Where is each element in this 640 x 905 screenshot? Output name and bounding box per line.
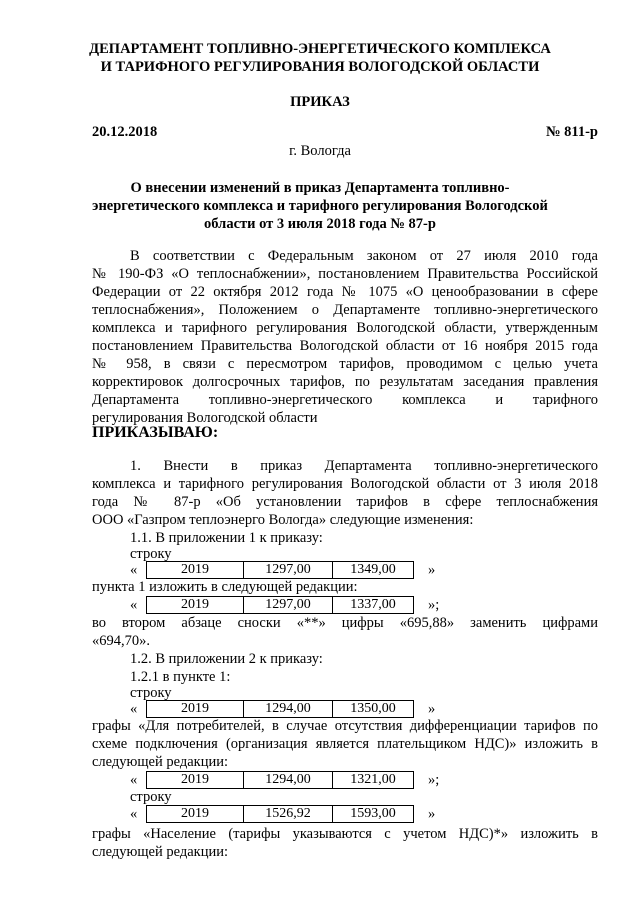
graf-line: графы «Население (тарифы указываются с учетом НДС)*» изложить в (92, 826, 598, 842)
stroku-label: строку (130, 685, 172, 701)
quote-open: « (130, 597, 138, 613)
graf-line: следующей редакции: (92, 754, 229, 770)
preamble-line: В соответствии с Федеральным законом от 27 июля 2010 года (130, 248, 598, 264)
title-line3: области от 3 июля 2018 года № 87-р (204, 216, 436, 232)
row-value-2: 1593,00 (333, 806, 414, 823)
section-1-2-heading: 1.2. В приложении 2 к приказу: (130, 651, 323, 667)
order-word: ПРИКАЗЫВАЮ: (92, 424, 219, 441)
graf-line: следующей редакции: (92, 844, 229, 860)
tariff-row-new (146, 596, 414, 614)
tariff-row-new (146, 771, 414, 789)
preamble-line: комплекса и тарифного регулирования Вологодской области, утвержденным (92, 320, 598, 336)
preamble-line: Федерации от 22 октября 2012 года № 1075 «О ценообразовании в сфере (92, 284, 598, 300)
item1-line: 1. Внести в приказ Департамента топливно-энергетического (130, 458, 598, 474)
document-date: 20.12.2018 (92, 124, 158, 140)
row-value-1: 1297,00 (244, 562, 333, 579)
quote-close: » (428, 562, 436, 578)
item1-line: комплекса и тарифного регулирования Вологодской области от 3 июля 2018 (92, 476, 598, 492)
row-value-2: 1349,00 (333, 562, 414, 579)
footnote-line: во втором абзаце сноски «**» цифры «695,88» заменить цифрами (92, 615, 598, 631)
row-value-1: 1294,00 (244, 772, 333, 789)
row-year: 2019 (147, 597, 244, 614)
tariff-row-old (146, 805, 414, 823)
row-year: 2019 (147, 701, 244, 718)
graf-line: схеме подключения (организация является плательщиком НДС)» изложить в (92, 736, 598, 752)
row-value-1: 1297,00 (244, 597, 333, 614)
row-value-2: 1337,00 (333, 597, 414, 614)
department-name-line2: И ТАРИФНОГО РЕГУЛИРОВАНИЯ ВОЛОГОДСКОЙ ОБЛАСТИ (100, 59, 540, 75)
title-line2: энергетического комплекса и тарифного регулирования Вологодской (92, 198, 548, 214)
quote-open: « (130, 562, 138, 578)
preamble-line: корректировок долгосрочных тарифов, по результатам заседания правления (92, 374, 598, 390)
row-value-1: 1294,00 (244, 701, 333, 718)
after-row-text: пункта 1 изложить в следующей редакции: (92, 579, 358, 595)
section-1-1-heading: 1.1. В приложении 1 к приказу: (130, 530, 323, 546)
stroku-label: строку (130, 789, 172, 805)
quote-close: » (428, 701, 436, 717)
document-number: № 811-р (545, 124, 598, 140)
section-1-2-1-heading: 1.2.1 в пункте 1: (130, 669, 231, 685)
row-year: 2019 (147, 562, 244, 579)
stroku-label: строку (130, 546, 172, 562)
footnote-line: «694,70». (92, 633, 150, 649)
preamble-line: теплоснабжения», Положением о Департаменте топливно-энергетического (92, 302, 598, 318)
document-city: г. Вологда (289, 143, 351, 159)
quote-open: « (130, 701, 138, 717)
row-value-1: 1526,92 (244, 806, 333, 823)
tariff-row-old (146, 561, 414, 579)
document-type: ПРИКАЗ (290, 94, 350, 110)
quote-open: « (130, 806, 138, 822)
department-name-line1: ДЕПАРТАМЕНТ ТОПЛИВНО-ЭНЕРГЕТИЧЕСКОГО КОМПЛЕКСА (89, 41, 551, 57)
quote-close: » (428, 806, 436, 822)
item1-line: ООО «Газпром теплоэнерго Вологда» следующие изменения: (92, 512, 474, 528)
quote-open: « (130, 772, 138, 788)
preamble-line: № 958, в связи с пересмотром тарифов, проводимом с целью учета (92, 356, 598, 372)
tariff-row-old (146, 700, 414, 718)
preamble-line: № 190-ФЗ «О теплоснабжении», постановлением Правительства Российской (92, 266, 598, 282)
row-value-2: 1321,00 (333, 772, 414, 789)
preamble-line: Департамента топливно-энергетического комплекса и тарифного (92, 392, 598, 408)
quote-close: »; (428, 772, 440, 788)
row-year: 2019 (147, 772, 244, 789)
preamble-line: постановлением Правительства Вологодской области от 16 ноября 2015 года (92, 338, 598, 354)
row-year: 2019 (147, 806, 244, 823)
preamble-line: регулирования Вологодской области (92, 410, 318, 426)
item1-line: года № 87-р «Об установлении тарифов в сфере теплоснабжения (92, 494, 598, 510)
quote-close: »; (428, 597, 440, 613)
graf-line: графы «Для потребителей, в случае отсутствия дифференциации тарифов по (92, 718, 598, 734)
row-value-2: 1350,00 (333, 701, 414, 718)
title-line1: О внесении изменений в приказ Департамента топливно- (130, 180, 510, 196)
